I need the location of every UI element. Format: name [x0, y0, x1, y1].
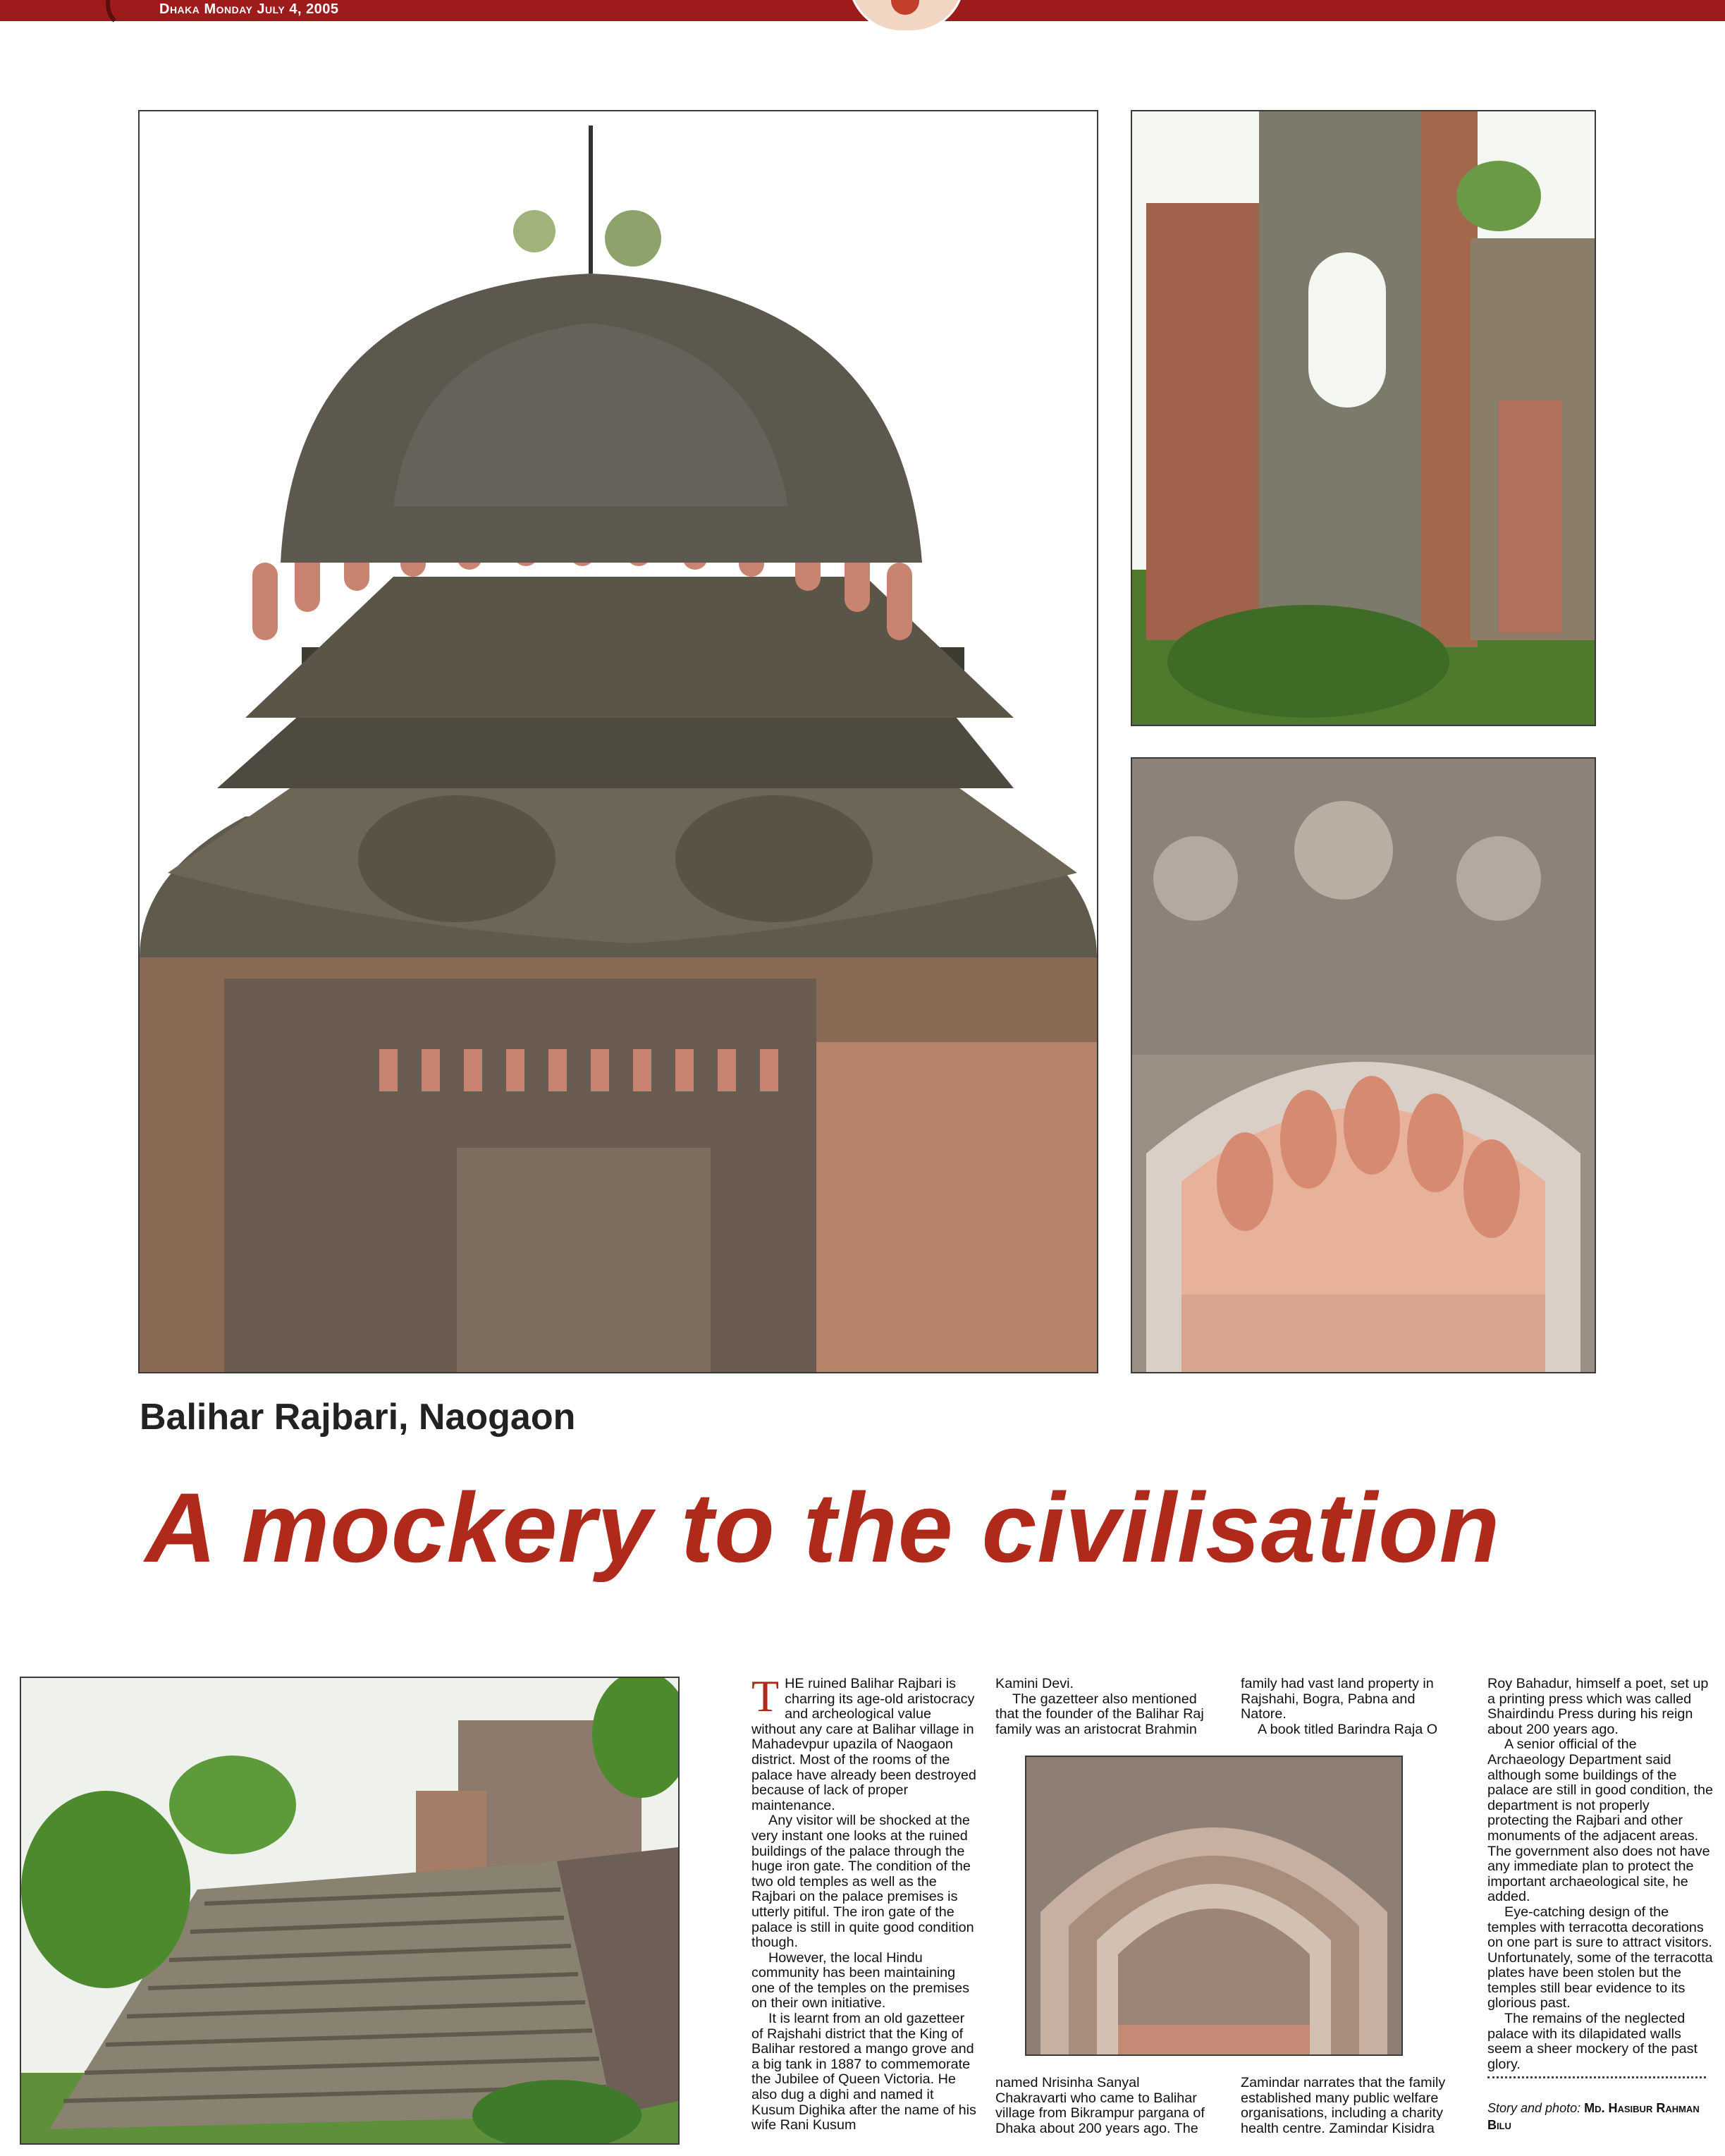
paragraph: Eye-catching design of the temples with terracotta decorations on one part is sure to attract visitors. Unfortunately, some of the terracotta plates have been stolen but the temples still bear evidence to its glorious past.: [1487, 1904, 1713, 2011]
photo-staircase: [20, 1677, 680, 2145]
text-column-4: [1487, 1677, 1714, 2071]
text-column-3-bottom: [1241, 2076, 1459, 2143]
paragraph: family had vast land property in Rajshahi, Bogra, Pabna and Natore.: [1241, 1677, 1434, 1722]
photo-carved-arch: [1025, 1756, 1403, 2056]
photo-terracotta-arch: [1131, 757, 1596, 1373]
article-locator: Balihar Rajbari, Naogaon: [140, 1397, 576, 1438]
dropcap: T: [751, 1677, 780, 1721]
paragraph: Any visitor will be shocked at the very instant one looks at the ruined buildings of the palace through the huge iron gate. The condition of the two old temples as well as the Rajbari on the palace premises is utterly pitiful. The iron gate of the palace is still in quite good condition though.: [751, 1813, 974, 1951]
paragraph: The gazetteer also mentioned that the founder of the Balihar Raj family was an aristocrat Brahmin: [995, 1691, 1204, 1737]
text-column-1: [751, 1677, 977, 2138]
byline: [1487, 2100, 1717, 2133]
byline-label: Story and photo:: [1487, 2101, 1581, 2115]
paragraph: Kamini Devi.: [995, 1677, 1074, 1691]
paragraph: Zamindar narrates that the family established many public welfare organisations, including a charity health centre. Zamindar Kisidra: [1241, 2076, 1446, 2136]
byline-divider: [1487, 2076, 1706, 2078]
paragraph: The remains of the neglected palace with its dilapidated walls seem a sheer mockery of the past glory.: [1487, 2011, 1698, 2071]
article-headline: A mockery to the civilisation: [145, 1472, 1501, 1583]
paragraph: However, the local Hindu community has been maintaining one of the temples on the premises on their own initiative.: [751, 1949, 969, 2011]
text-column-2-bottom: [995, 2076, 1214, 2143]
text-column-2-top: [995, 1677, 1214, 1740]
paragraph: named Nrisinha Sanyal Chakravarti who came to Balihar village from Bikrampur pargana of Dhaka about 200 years ago. The: [995, 2076, 1205, 2136]
logo-mark: [106, 0, 156, 30]
photo-ruined-walls: [1131, 110, 1596, 726]
paragraph: THE ruined Balihar Rajbari is charring its age-old aristocracy and archeological value without any care at Balihar village in Mahadevpur upazila of Naogaon district. Most of the rooms of the palace have already been destroyed because of lack of proper maintenance.: [751, 1677, 976, 1813]
text-column-3-top: [1241, 1677, 1459, 1740]
paragraph: A senior official of the Archaeology Department said although some buildings of the palace are still in good condition, the department is not properly protecting the Rajbari and other monuments of the adjacent areas. The government also does not have any immediate plan to protect the important archaeological site, he added.: [1487, 1737, 1714, 1905]
paragraph: Roy Bahadur, himself a poet, set up a printing press which was called Shairdindu Press during his reign about 200 years ago.: [1487, 1677, 1709, 1737]
paragraph: It is learnt from an old gazetteer of Rajshahi district that the King of Balihar restored a mango grove and a big tank in 1887 to commemorate the Jubilee of Queen Victoria. He also dug a dighi and named it Kusum Dighika after the name of his wife Rani Kusum: [751, 2011, 976, 2133]
section-badge-icon: [848, 0, 965, 32]
byline-name: Md. Hasibur Rahman Bilu: [1487, 2101, 1700, 2132]
paragraph: A book titled Barindra Raja O: [1258, 1721, 1438, 1737]
dateline: Dhaka Monday July 4, 2005: [159, 1, 339, 17]
photo-temple-dome: [138, 110, 1098, 1373]
